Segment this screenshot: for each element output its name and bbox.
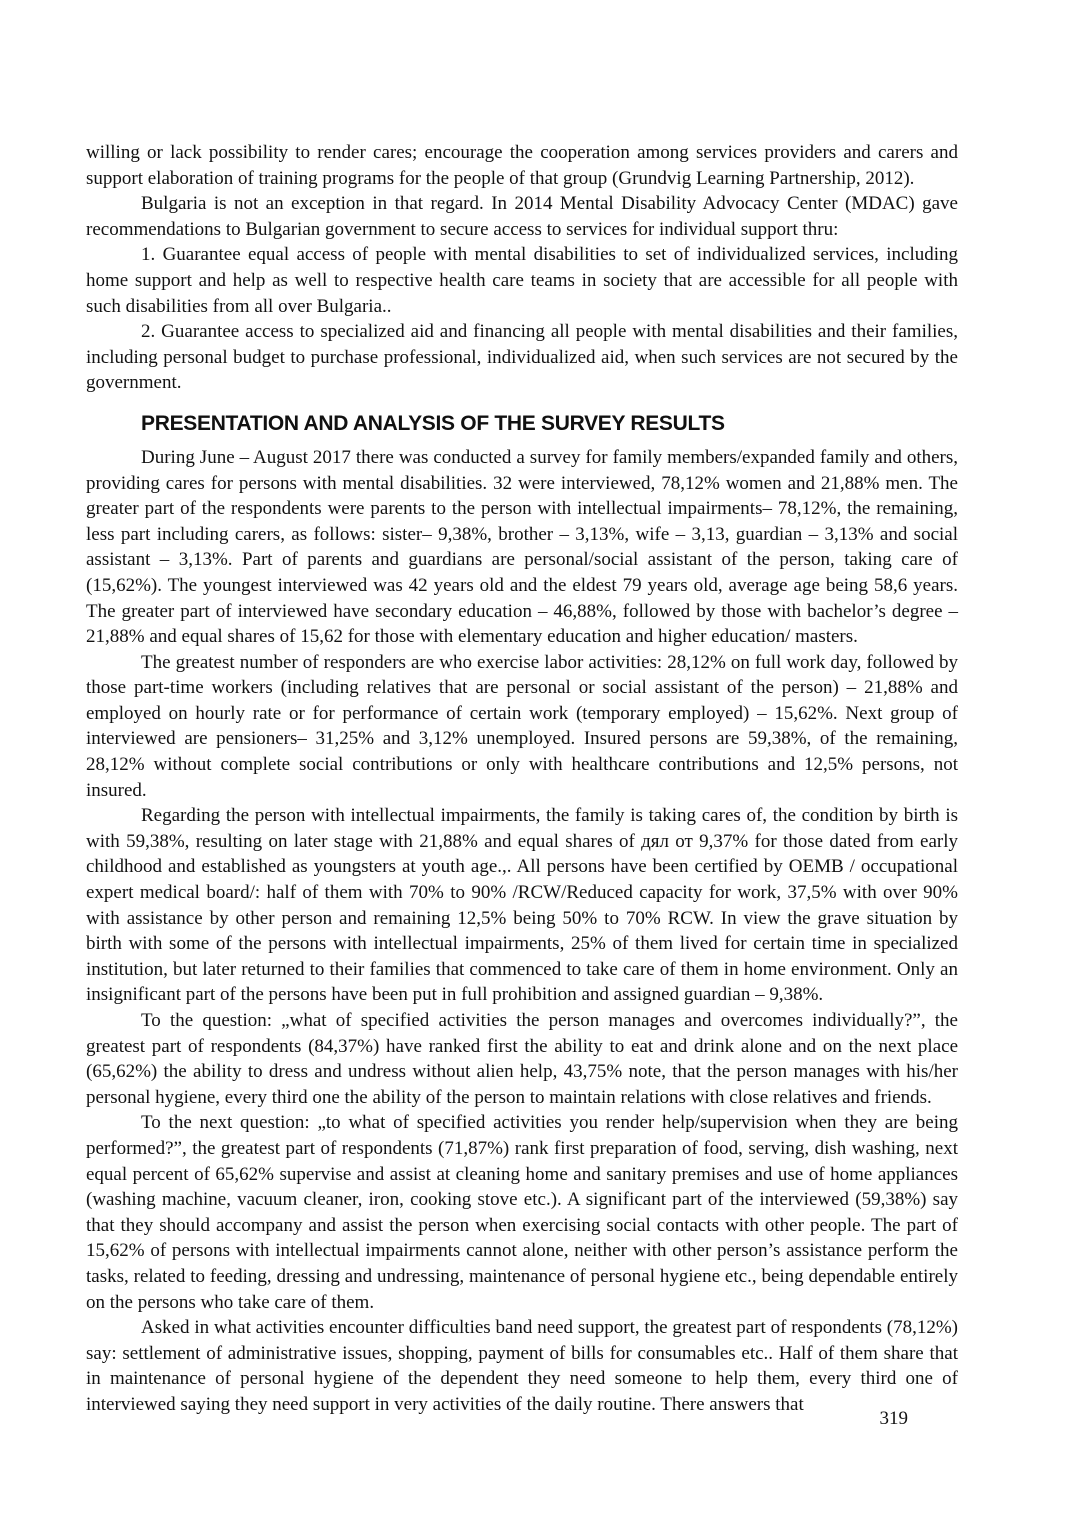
paragraph: During June – August 2017 there was conducted a survey for family members/expanded family and others, providing cares for persons with mental disabilities. 32 were interviewed, 78,12% women and 21,88% men. The greater part of the respondents were parents to the person with intellectual impairments– 78,12%, the remaining, less part including carers, as follows: sister– 9,38%, brother – 3,13%, wife – 3,13, guardian – 3,13% and social assistant – 3,13%. Part of parents and guardians are personal/social assistant of the person, taking care of (15,62%). The youngest interviewed was 42 years old and the eldest 79 years old, average age being 58,6 years. The greater part of interviewed have secondary education – 46,88%, followed by those with bachelor’s degree – 21,88% and equal shares of 15,62 for those with elementary education and higher education/ masters. (86, 446, 958, 648)
paragraph: To the next question: „to what of specified activities you render help/supervision when they are being performed?”, the greatest part of respondents (71,87%) rank first preparation of food, serving, dish washing, next equal percent of 65,62% supervise and assist at cleaning home and sanitary premises and use of home appliances (washing machine, vacuum cleaner, iron, cooking stove etc.). A significant part of the interviewed (59,38%) say that they should accompany and assist the person when exercising social contacts with other people. The part of 15,62% of persons with intellectual impairments cannot alone, neither with other person’s assistance perform the tasks, related to feeding, dressing and undressing, maintenance of personal hygiene etc., being dependable entirely on the persons who take care of them. (86, 1112, 958, 1313)
paragraph: To the question: „what of specified activities the person manages and overcomes individually?”, the greatest part of respondents (84,37%) have ranked first the ability to eat and drink alone and on the next place (65,62%) the ability to dress and undress without alien help, 43,75% note, that the person manages with his/her personal hygiene, every third one the ability of the person to maintain relations with close relatives and friends. (86, 1010, 958, 1108)
paragraph: Regarding the person with intellectual impairments, the family is taking cares of, the condition by birth is with 59,38%, resulting on later stage with 21,88% and equal shares of дял от 9,37% for those dated from early childhood and established as youngsters at youth age.,. All persons have been certified by OEMB / occupational expert medical board/: half of them with 70% to 90% /RCW/Reduced capacity for work, 37,5% with over 90% with assistance by other person and remaining 12,5% being 50% to 70% RCW. In view the grave situation by birth with some of the persons with intellectual impairments, 25% of them lived for certain time in specialized institution, but later returned to their families that commenced to take care of them in home environment. Only an insignificant part of the persons have been put in full prohibition and assigned guardian – 9,38%. (86, 805, 958, 1006)
paragraph: willing or lack possibility to render cares; encourage the cooperation among services providers and carers and support elaboration of training programs for the people of that group (Grundvig Learning Partnership, 2012). (86, 142, 958, 189)
paragraph: Asked in what activities encounter difficulties band need support, the greatest part of respondents (78,12%) say: settlement of administrative issues, shopping, payment of bills for consumables etc.. Half of them share that in maintenance of personal hygiene of the dependent they need someone to help them, every third one of interviewed saying they need support in very activities of the daily routine. There answers that (86, 1317, 958, 1415)
paragraph: 2. Guarantee access to specialized aid and financing all people with mental disabilities and their families, including personal budget to purchase professional, individualized aid, when such services are not secured by the government. (86, 321, 958, 394)
paragraph: 1. Guarantee equal access of people with mental disabilities to set of individualized services, including home support and help as well to respective health care teams in society that are accessible for all people with such disabilities from all over Bulgaria.. (86, 244, 958, 317)
section-heading: PRESENTATION AND ANALYSIS OF THE SURVEY RESULTS (141, 411, 725, 435)
page-number: 319 (879, 1408, 908, 1430)
paragraph: The greatest number of responders are who exercise labor activities: 28,12% on full work day, followed by those part-time workers (including relatives that are personal or social assistant of the person) – 21,88% and employed on hourly rate or for performance of certain work (temporary employed) – 15,62%. Next group of interviewed are pensioners– 31,25% and 3,12% unemployed. Insured persons are 59,38%, of the remaining, 28,12% without complete social contributions or only with healthcare contributions and 12,5% persons, not insured. (86, 651, 958, 801)
page-body (86, 140, 958, 1418)
paragraph: Bulgaria is not an exception in that regard. In 2014 Mental Disability Advocacy Center (MDAC) gave recommendations to Bulgarian government to secure access to services for individual support thru: (86, 193, 958, 240)
